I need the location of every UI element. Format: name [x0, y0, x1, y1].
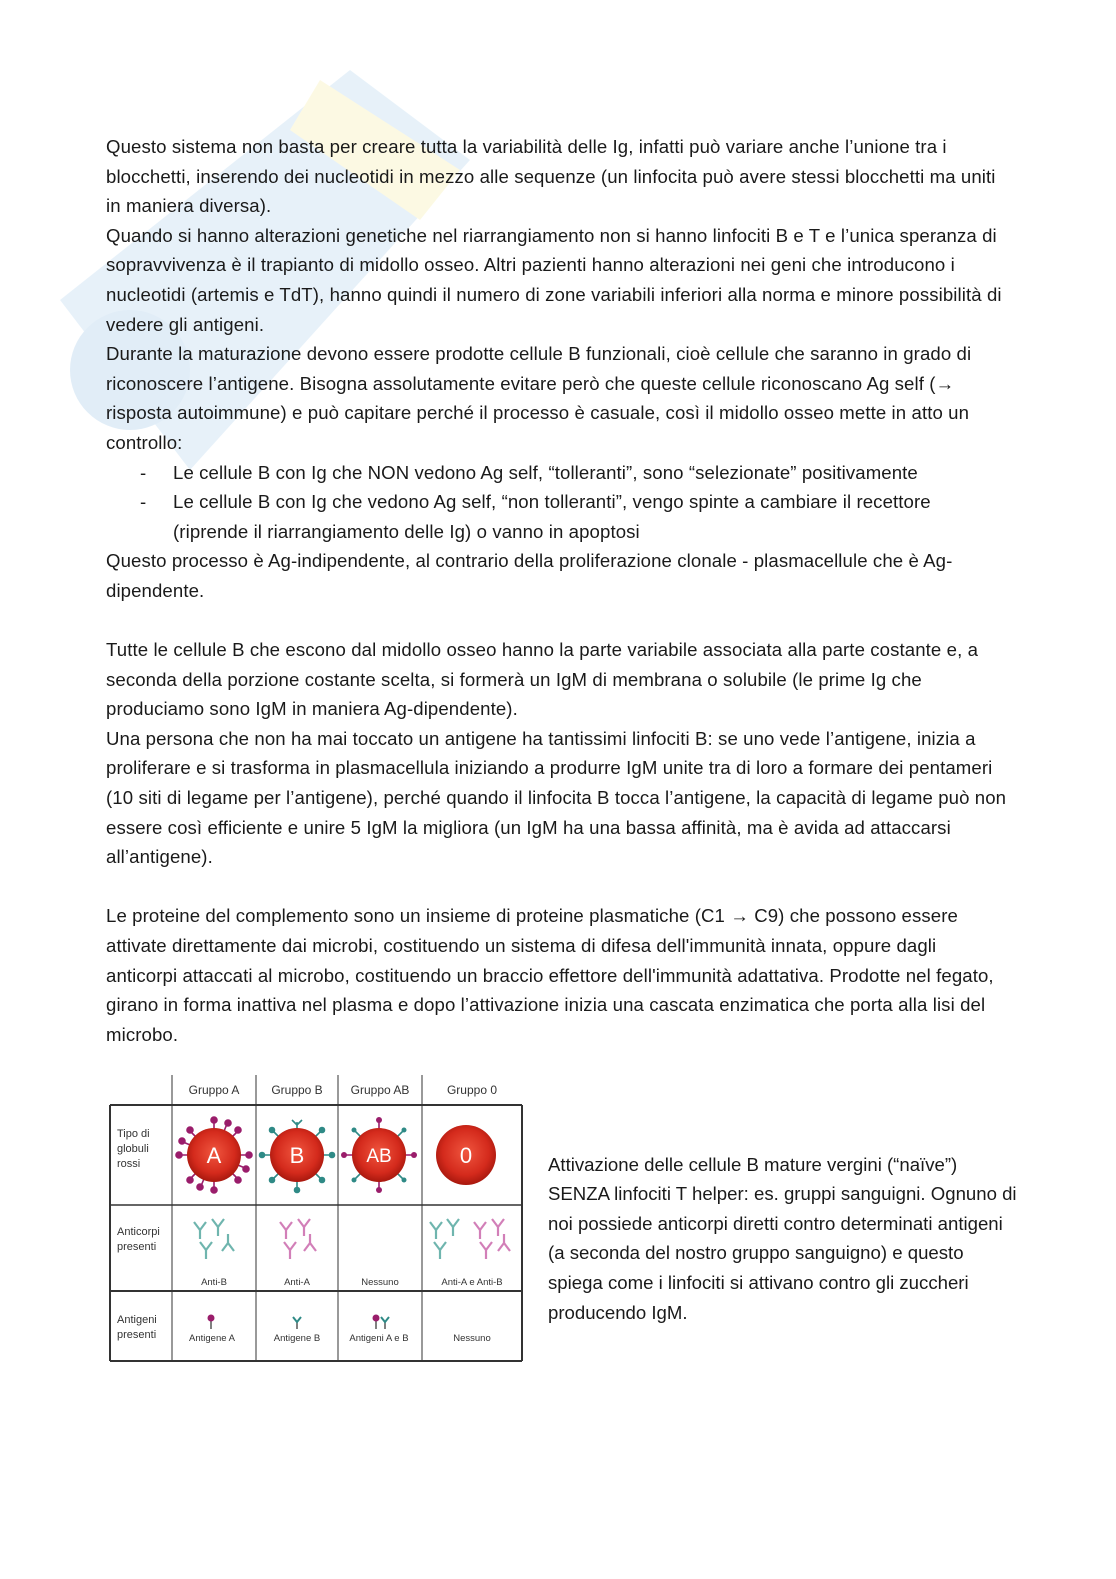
- blood-groups-figure: [108, 1075, 526, 1367]
- paragraph-variability: Questo sistema non basta per creare tutta la variabilità delle Ig, infatti può variare anche l’unione tra i blocchetti, inserendo dei nucleotidi in mezzo alle sequenze (un linfocita può avere stessi blocchetti ma uniti in maniera diversa).: [106, 136, 996, 217]
- antigen-label: Nessuno: [453, 1333, 491, 1344]
- antibody-label: Nessuno: [361, 1277, 399, 1288]
- paragraph-b-cells-exit: Tutte le cellule B che escono dal midollo osseo hanno la parte variabile associata alla parte costante e, a seconda della porzione costante scelta, si formerà un IgM di membrana o solubile (le prime Ig che produciamo sono IgM in maniera Ag-dipendente).: [106, 639, 979, 720]
- antibodies-anti-a: [280, 1219, 316, 1259]
- cell-letter: B: [289, 1143, 305, 1168]
- row-label: rossi: [117, 1158, 141, 1170]
- antibody-label: Anti-A: [284, 1277, 310, 1288]
- cell-letter: AB: [366, 1146, 392, 1167]
- antigen-b-icon: [293, 1317, 301, 1329]
- paragraph-genetic-alterations: Quando si hanno alterazioni genetiche nel riarrangiamento non si hanno linfociti B e T e l’unica speranza di sopravvivenza è il trapianto di midollo osseo. Altri pazienti hanno alterazioni nei geni che introducono i nucleotidi (artemis e TdT), hanno quindi il numero di zone variabili inferiori alla norma e minore possibilità di vedere gli antigeni.: [106, 224, 1002, 335]
- antibodies-anti-b: [194, 1219, 234, 1259]
- paragraph-igm-pentamers: Una persona che non ha mai toccato un antigene ha tantissimi linfociti B: se uno vede l’antigene, inizia a proliferare e si trasforma in plasmacellula iniziando a produrre IgM unite tra di loro a formare dei pentameri (10 siti di legame per l’antigene), perché quando il linfocita B tocca l’antigene, la capacità di legame può non essere così efficiente e unire 5 IgM la migliora (un IgM ha una bassa affinità, ma è avida ad attaccarsi all’antigene).: [106, 727, 1007, 868]
- antigen-label: Antigene A: [189, 1333, 235, 1344]
- column-header: Gruppo B: [271, 1083, 323, 1097]
- column-header: Gruppo AB: [350, 1083, 410, 1097]
- list-item: - Le cellule B con Ig che NON vedono Ag self, “tolleranti”, sono “selezionate” positivamente: [106, 458, 1011, 488]
- antibody-label: Anti-A e Anti-B: [441, 1277, 503, 1288]
- antigen-ab-icon: [373, 1315, 390, 1330]
- list-item: - Le cellule B con Ig che vedono Ag self, “non tolleranti”, vengo spinte a cambiare il recettore (riprende il riarrangiamento delle Ig) o vanno in apoptosi: [106, 487, 1011, 546]
- column-header: Gruppo A: [188, 1083, 240, 1097]
- antibodies-anti-a-and-b: [430, 1219, 510, 1259]
- column-header: Gruppo 0: [446, 1083, 498, 1097]
- row-label: Tipo di: [117, 1128, 150, 1140]
- body-text: [106, 132, 1011, 1049]
- paragraph-maturation: Durante la maturazione devono essere prodotte cellule B funzionali, cioè cellule che saranno in grado di riconoscere l’antigene. Bisogna assolutamente evitare però che queste cellule riconoscano Ag self (→ risposta autoimmune) e può capitare perché il processo è casuale, così il midollo osseo mette in atto un controllo:: [106, 343, 972, 453]
- cell-group-a: [176, 1117, 252, 1193]
- paragraph-complement: Le proteine del complemento sono un insieme di proteine plasmatiche (C1 → C9) che possono essere attivate direttamente dai microbi, costituendo un sistema di difesa dell'immunità innata, oppure dagli anticorpi attaccati al microbo, costituendo un braccio effettore dell'immunità adattativa. Prodotte nel fegato, girano in forma inattiva nel plasma e dopo l’attivazione inizia una cascata enzimatica che porta alla lisi del microbo.: [106, 905, 994, 1045]
- row-label: globuli: [117, 1143, 149, 1155]
- selection-list: [106, 458, 1011, 547]
- figure-caption: Attivazione delle cellule B mature vergini (“naïve”) SENZA linfociti T helper: es. gruppi sanguigni. Ognuno di noi possiede anticorpi diretti contro determinati antigeni (a seconda del nostro gruppo sanguigno) e questo spiega come i linfociti si attivano contro gli zuccheri producendo IgM.: [548, 1153, 1017, 1323]
- cell-group-ab: [341, 1117, 417, 1193]
- paragraph-ag-independent: Questo processo è Ag-indipendente, al contrario della proliferazione clonale - plasmacellule che è Ag-dipendente.: [106, 550, 953, 601]
- row-label: Antigeni: [117, 1314, 157, 1326]
- antigen-label: Antigene B: [273, 1333, 321, 1344]
- antigen-a-icon: [208, 1315, 215, 1330]
- table-grid: [110, 1075, 522, 1361]
- antibody-label: Anti-B: [201, 1277, 227, 1288]
- row-label: presenti: [117, 1329, 157, 1341]
- row-label: presenti: [117, 1241, 157, 1253]
- cell-group-b: [260, 1120, 335, 1193]
- cell-group-0: [436, 1125, 496, 1185]
- row-label: Anticorpi: [117, 1226, 160, 1238]
- cell-letter: 0: [459, 1143, 473, 1168]
- antigen-label: Antigeni A e B: [349, 1333, 409, 1344]
- cell-letter: A: [206, 1143, 222, 1168]
